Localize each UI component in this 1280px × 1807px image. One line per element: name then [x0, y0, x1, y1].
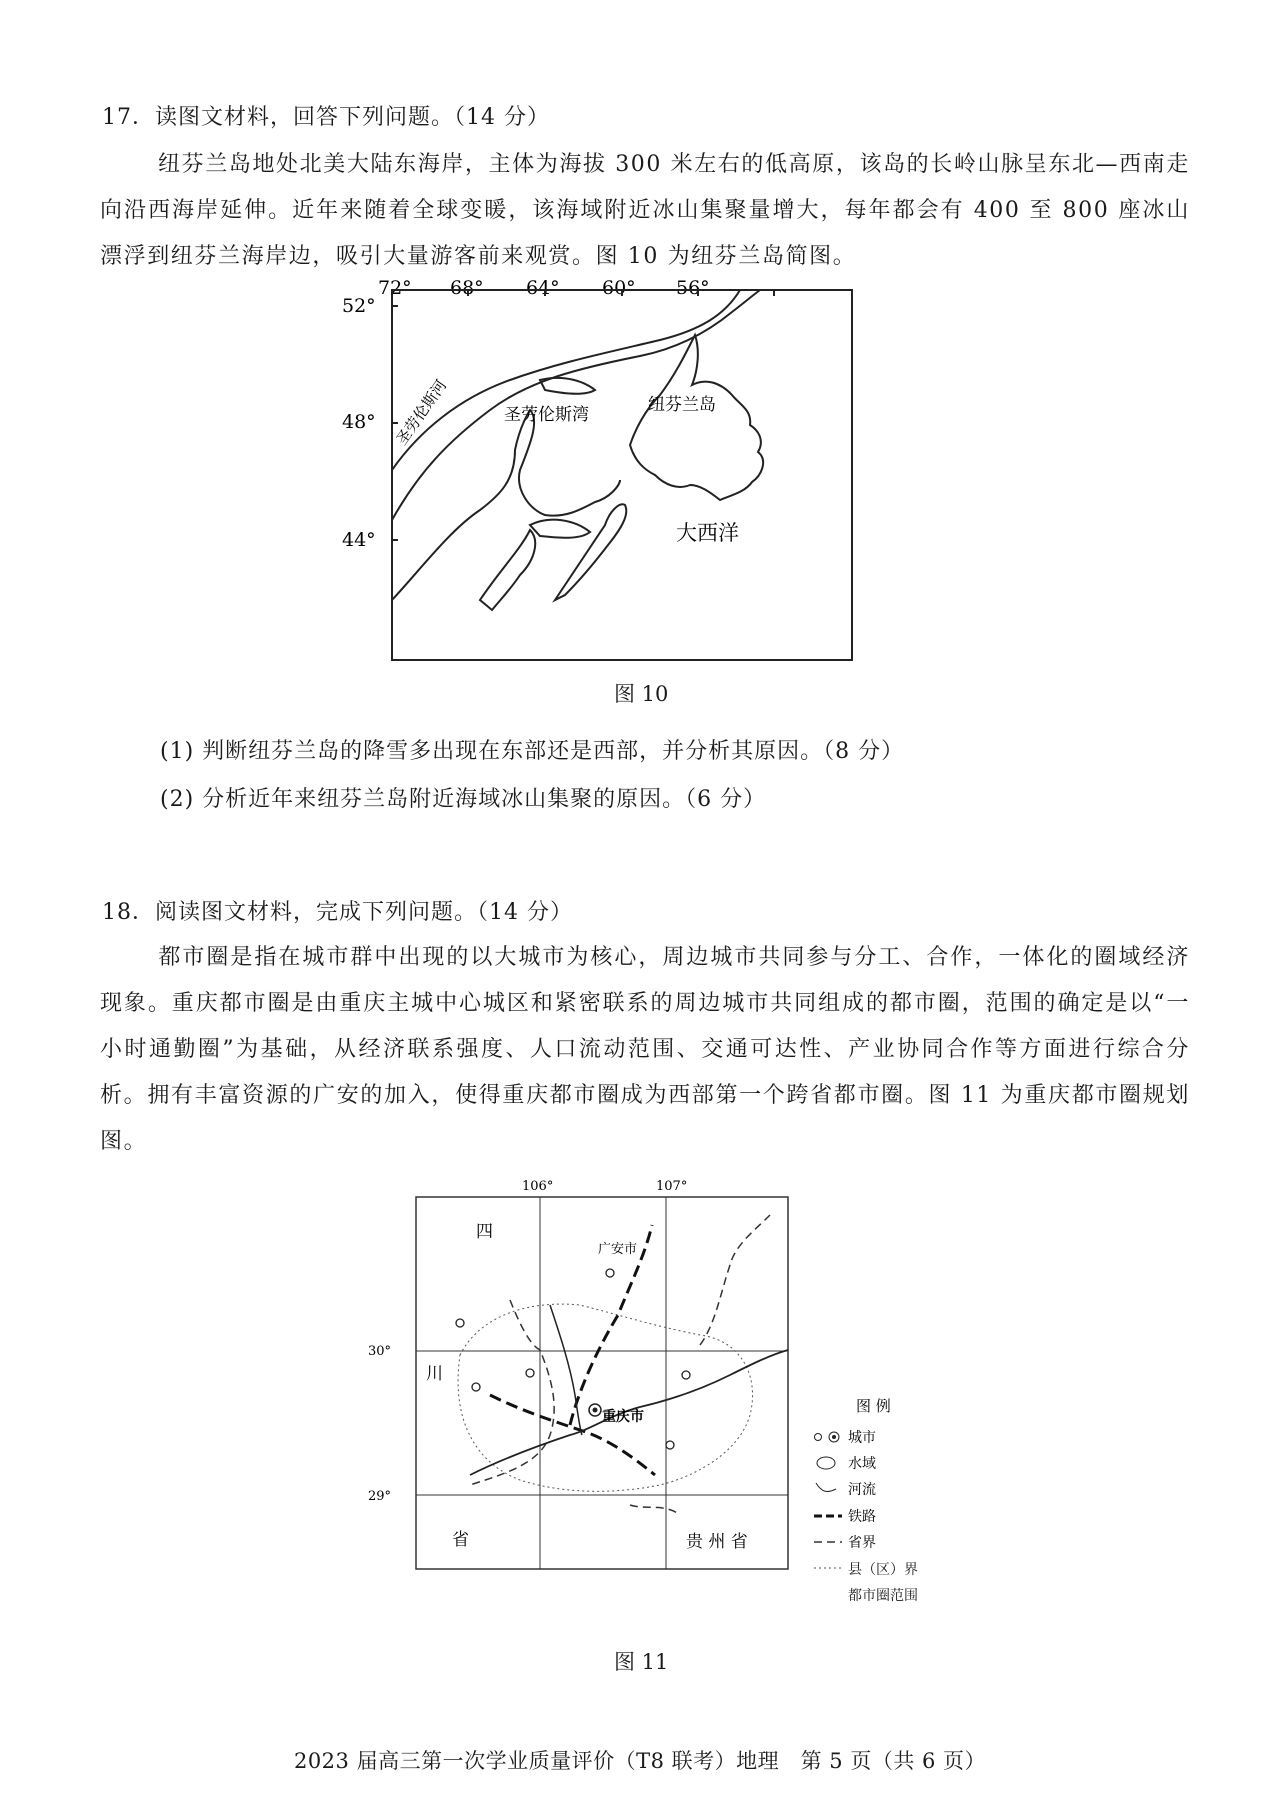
- nova-scotia: [480, 530, 535, 610]
- lat-label-48: 48°: [342, 411, 376, 433]
- lat-label-29: 29°: [368, 1489, 392, 1504]
- island-label: 纽芬兰岛: [648, 395, 716, 415]
- lon-label-107: 107°: [656, 1179, 688, 1194]
- figure-10-caption: 图 10: [614, 682, 669, 706]
- lat-label-44: 44°: [342, 529, 376, 551]
- city-guangan: [606, 1269, 614, 1277]
- label-guangan: 广安市: [598, 1242, 638, 1257]
- legend-water: 水域: [848, 1456, 876, 1472]
- label-chongqing: 重庆市: [602, 1409, 644, 1425]
- legend-city-icon: [815, 1434, 822, 1441]
- river-label: 圣劳伦斯河: [392, 376, 451, 449]
- legend-water-icon: [817, 1457, 835, 1469]
- city-marker: [666, 1441, 674, 1449]
- ocean-label: 大西洋: [676, 521, 739, 545]
- legend-province: 省界: [848, 1535, 876, 1551]
- figure-11-caption: 图 11: [614, 1650, 669, 1674]
- city-marker: [472, 1383, 480, 1391]
- label-si: 四: [476, 1222, 493, 1242]
- cape-breton: [555, 504, 626, 600]
- legend-river: 河流: [848, 1482, 876, 1498]
- question-17-title: 17．读图文材料，回答下列问题。（14 分）: [102, 105, 550, 130]
- pei-island: [530, 520, 590, 538]
- lon-label-68: 68°: [450, 277, 484, 299]
- city-marker: [526, 1369, 534, 1377]
- lon-label-56: 56°: [676, 277, 710, 299]
- label-guizhou: 贵 州 省: [686, 1532, 748, 1552]
- lat-label-30: 30°: [368, 1344, 392, 1359]
- legend-railway: 铁路: [848, 1509, 876, 1525]
- legend-river-icon: [816, 1483, 836, 1491]
- question-17-sub-1: (1) 判断纽芬兰岛的降雪多出现在东部还是西部，并分析其原因。（8 分）: [160, 739, 905, 764]
- question-17-text: 纽芬兰岛地处北美大陆东海岸，主体为海拔 300 米左右的低高原，该岛的长岭山脉呈东北—西南走向沿西海岸延伸。近年来随着全球变暖，该海域附近冰山集聚量增大，每年都会有 400 至 800 座冰山漂浮到纽芬兰海岸边，吸引大量游客前来观赏。图 10 为纽芬兰岛简图。: [100, 152, 1190, 269]
- lat-label-52: 52°: [342, 295, 376, 317]
- lon-label-106: 106°: [522, 1179, 554, 1194]
- figure-11-map: [370, 1175, 970, 1575]
- figure-10-map: [342, 270, 900, 670]
- city-marker: [456, 1319, 464, 1327]
- newfoundland-island: [630, 335, 763, 500]
- question-17-material: [100, 142, 1190, 280]
- legend-county: 县（区）界: [848, 1562, 918, 1578]
- city-marker: [682, 1371, 690, 1379]
- legend-metro: 都市圈范围: [848, 1588, 918, 1604]
- map-frame: [392, 290, 852, 660]
- question-17-sub-2: (2) 分析近年来纽芬兰岛附近海域冰山集聚的原因。（6 分）: [160, 787, 767, 812]
- legend-title: 图 例: [856, 1397, 891, 1415]
- question-18-text: 都市圈是指在城市群中出现的以大城市为核心，周边城市共同参与分工、合作，一体化的圈域经济现象。重庆都市圈是由重庆主城中心城区和紧密联系的周边城市共同组成的都市圈，范围的确定是以“一小时通勤圈”为基础，从经济联系强度、人口流动范围、交通可达性、产业协同合作等方面进行综合分析。拥有丰富资源的广安的加入，使得重庆都市圈成为西部第一个跨省都市圈。图 11 为重庆都市圈规划图。: [100, 945, 1190, 1154]
- province-boundary: [470, 1215, 770, 1515]
- river-bank-line: [392, 290, 740, 470]
- bay-label: 圣劳伦斯湾: [504, 405, 589, 425]
- lon-label-60: 60°: [602, 277, 636, 299]
- lon-label-64: 64°: [526, 277, 560, 299]
- question-18-material: [100, 935, 1190, 1165]
- page-footer: 2023 届高三第一次学业质量评价（T8 联考）地理 第 5 页（共 6 页）: [293, 1749, 987, 1773]
- city-chongqing-dot: [593, 1408, 598, 1413]
- question-18-title: 18．阅读图文材料，完成下列问题。（14 分）: [102, 900, 573, 925]
- label-sheng: 省: [452, 1530, 469, 1550]
- legend-city: 城市: [848, 1430, 876, 1446]
- jialing-river: [550, 1305, 582, 1435]
- label-chuan: 川: [426, 1364, 443, 1384]
- lon-label-72: 72°: [378, 277, 412, 299]
